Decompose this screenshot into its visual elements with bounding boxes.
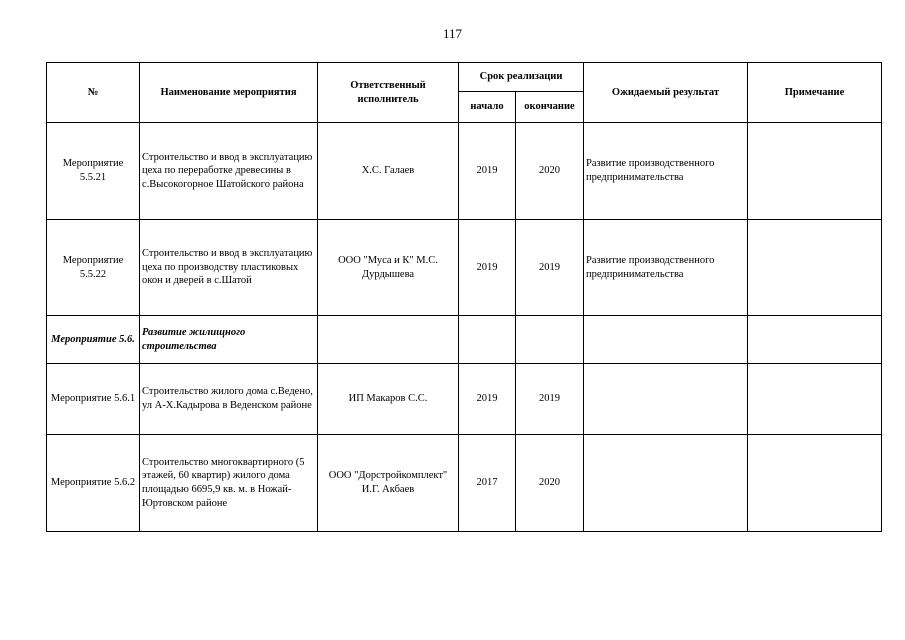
row-name: Строительство многоквартирного (5 этажей, 60 квартир) жилого дома площадью 6695,9 кв. м. в Ножай-Юртовском районе	[140, 435, 318, 532]
row-note	[748, 220, 882, 316]
row-result	[584, 316, 748, 364]
row-start: 2017	[459, 435, 516, 532]
header-period: Срок реализации	[459, 63, 584, 92]
row-num: Мероприятие 5.6.2	[47, 435, 140, 532]
header-end: окончание	[516, 92, 584, 123]
row-end: 2019	[516, 220, 584, 316]
header-result: Ожидаемый результат	[584, 63, 748, 123]
row-num: Мероприятие 5.5.21	[47, 123, 140, 220]
row-name: Развитие жилищного строительства	[140, 316, 318, 364]
row-result: Развитие производственного предпринимательства	[584, 220, 748, 316]
row-start: 2019	[459, 220, 516, 316]
measures-table	[46, 62, 882, 532]
row-start: 2019	[459, 123, 516, 220]
row-num: Мероприятие 5.5.22	[47, 220, 140, 316]
row-start	[459, 316, 516, 364]
row-responsible: ООО "Дорстройкомплект" И.Г. Акбаев	[318, 435, 459, 532]
row-responsible: ИП Макаров С.С.	[318, 364, 459, 435]
row-name: Строительство и ввод в эксплуатацию цеха по производству пластиковых окон и дверей в с.Шатой	[140, 220, 318, 316]
row-note	[748, 316, 882, 364]
header-note: Примечание	[748, 63, 882, 123]
row-responsible: ООО "Муса и К" М.С. Дурдышева	[318, 220, 459, 316]
header-row	[47, 63, 882, 92]
row-responsible	[318, 316, 459, 364]
table-row	[47, 435, 882, 532]
header-num: №	[47, 63, 140, 123]
row-end: 2019	[516, 364, 584, 435]
row-note	[748, 123, 882, 220]
row-end: 2020	[516, 435, 584, 532]
row-result	[584, 435, 748, 532]
row-responsible: Х.С. Галаев	[318, 123, 459, 220]
row-num: Мероприятие 5.6.	[47, 316, 140, 364]
page-number: 117	[442, 26, 463, 41]
table-row	[47, 364, 882, 435]
row-end	[516, 316, 584, 364]
row-end: 2020	[516, 123, 584, 220]
row-num: Мероприятие 5.6.1	[47, 364, 140, 435]
row-name: Строительство и ввод в эксплуатацию цеха по переработке древесины в с.Высокогорное Шатойского района	[140, 123, 318, 220]
table-row	[47, 123, 882, 220]
table-row	[47, 220, 882, 316]
row-result: Развитие производственного предпринимательства	[584, 123, 748, 220]
row-start: 2019	[459, 364, 516, 435]
header-name: Наименование мероприятия	[140, 63, 318, 123]
row-note	[748, 364, 882, 435]
header-start: начало	[459, 92, 516, 123]
header-responsible: Ответственный исполнитель	[318, 63, 459, 123]
row-result	[584, 364, 748, 435]
table-body	[47, 123, 882, 532]
row-note	[748, 435, 882, 532]
table-row-section	[47, 316, 882, 364]
table-header	[47, 63, 882, 123]
row-name: Строительство жилого дома с.Ведено, ул А-Х.Кадырова в Веденском районе	[140, 364, 318, 435]
